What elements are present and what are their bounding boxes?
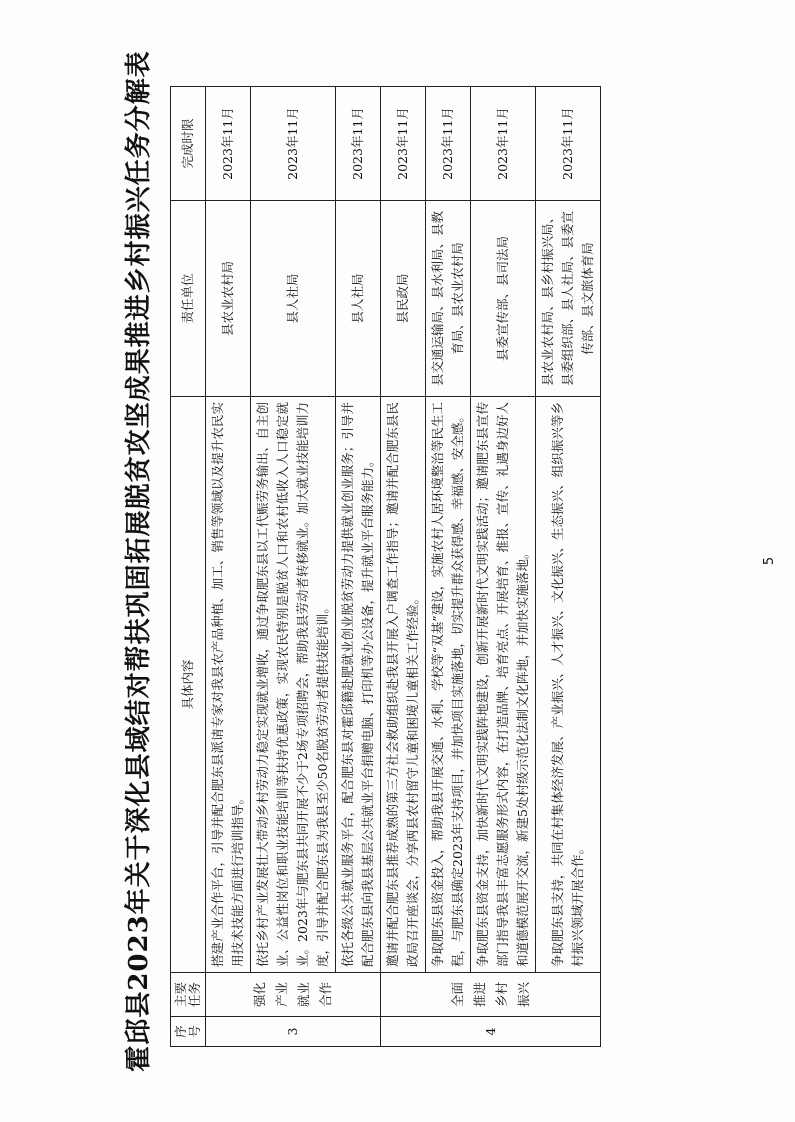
header-unit: 责任单位 bbox=[171, 201, 206, 397]
row-content: 搭建产业合作平台，引导并配合肥东县派请专家对我县农产品种植、加工、销售等领域以及提升农民实用技术技能方面进行培训指导。 bbox=[206, 397, 251, 973]
row-unit: 县民政局 bbox=[381, 201, 426, 397]
task-breakdown-table bbox=[170, 86, 601, 1047]
row-content: 依托各级公共就业服务平台，配合肥东县对霍邱籍赴肥就业创业脱贫劳动力提供就业创业服务；引导并配合肥东县向我县基层公共就业平台捐赠电脑、打印机等办公设备，提升就业平台服务能力。 bbox=[336, 397, 381, 973]
row-content: 邀请并配合肥东县推荐成熟的第三方社会救助组织赴我县开展入户调查工作指导；邀请并配合肥东县民政局召开座谈会，分享两县农村留守儿童和困境儿童相关工作经验。 bbox=[381, 397, 426, 973]
row-unit: 县委宣传部、县司法局 bbox=[471, 201, 536, 397]
group-seq: 3 bbox=[206, 1017, 381, 1047]
row-deadline: 2023年11月 bbox=[426, 87, 471, 201]
header-deadline: 完成时限 bbox=[171, 87, 206, 201]
table-header-row bbox=[171, 87, 206, 1047]
row-deadline: 2023年11月 bbox=[336, 87, 381, 201]
header-task: 主要任务 bbox=[171, 973, 206, 1017]
row-unit: 县交通运输局、县水利局、县教育局、县农业农村局 bbox=[426, 201, 471, 397]
row-unit: 县农业农村局、县乡村振兴局、县委组织部、县人社局、县委宣传部、县文旅体育局 bbox=[536, 201, 601, 397]
row-deadline: 2023年11月 bbox=[381, 87, 426, 201]
row-deadline: 2023年11月 bbox=[251, 87, 336, 201]
table-row bbox=[251, 87, 336, 1047]
table-row bbox=[381, 87, 426, 1047]
row-deadline: 2023年11月 bbox=[536, 87, 601, 201]
row-content: 争取肥东县资金支持，加快新时代文明实践阵地建设，创新开展新时代文明实践活动；邀请肥东县宣传部门指导我县丰富志愿服务形式内容，在打造品牌、培育亮点、开展培育、推报、宣传、礼遇身边好人和道德模范展开交流，新建5处村级示范化法制文化阵地，并加快实施落地。 bbox=[471, 397, 536, 973]
row-deadline: 2023年11月 bbox=[206, 87, 251, 201]
row-content: 依托乡村产业发展壮大带动乡村劳动力稳定实现就业增收，通过争取肥东县以工代赈劳务输出、自主创业、公益性岗位和职业技能培训等扶持优惠政策，实现农民特别是脱贫人口和农村低收入人口稳定就业。2023年与肥东县共同开展不少于2场专项招聘会，帮助我县劳动者转移就业。加大就业技能培训力度，引导并配合肥东县为我县至少50名脱贫劳动者提供技能培训。 bbox=[251, 397, 336, 973]
row-content: 争取肥东县资金投入，帮助我县开展交通、水利、学校等“双基”建设，实施农村人居环境整治等民生工程，与肥东县确定2023年支持项目，并加快项目实施落地，切实提升群众获得感、幸福感、安全感。 bbox=[426, 397, 471, 973]
group-task: 强化产业就业合作 bbox=[206, 973, 381, 1017]
group-seq: 4 bbox=[381, 1017, 601, 1047]
header-content: 具体内容 bbox=[171, 397, 206, 973]
table-row bbox=[536, 87, 601, 1047]
row-deadline: 2023年11月 bbox=[471, 87, 536, 201]
row-unit: 县人社局 bbox=[251, 201, 336, 397]
table-row bbox=[206, 87, 251, 1047]
header-seq: 序号 bbox=[171, 1017, 206, 1047]
row-unit: 县农业农村局 bbox=[206, 201, 251, 397]
table-row bbox=[426, 87, 471, 1047]
table-row bbox=[336, 87, 381, 1047]
group-task: 全面推进乡村振兴 bbox=[381, 973, 601, 1017]
table-row bbox=[471, 87, 536, 1047]
page-title: 霍邱县2023年关于深化县域结对帮扶巩固拓展脱贫攻坚成果推进乡村振兴任务分解表 bbox=[124, 50, 154, 1072]
page-number: 5 bbox=[762, 556, 777, 566]
row-content: 争取肥东县支持，共同在村集体经济发展、产业振兴、人才振兴、文化振兴、生态振兴、组织振兴等乡村振兴领域开展合作。 bbox=[536, 397, 601, 973]
row-unit: 县人社局 bbox=[336, 201, 381, 397]
